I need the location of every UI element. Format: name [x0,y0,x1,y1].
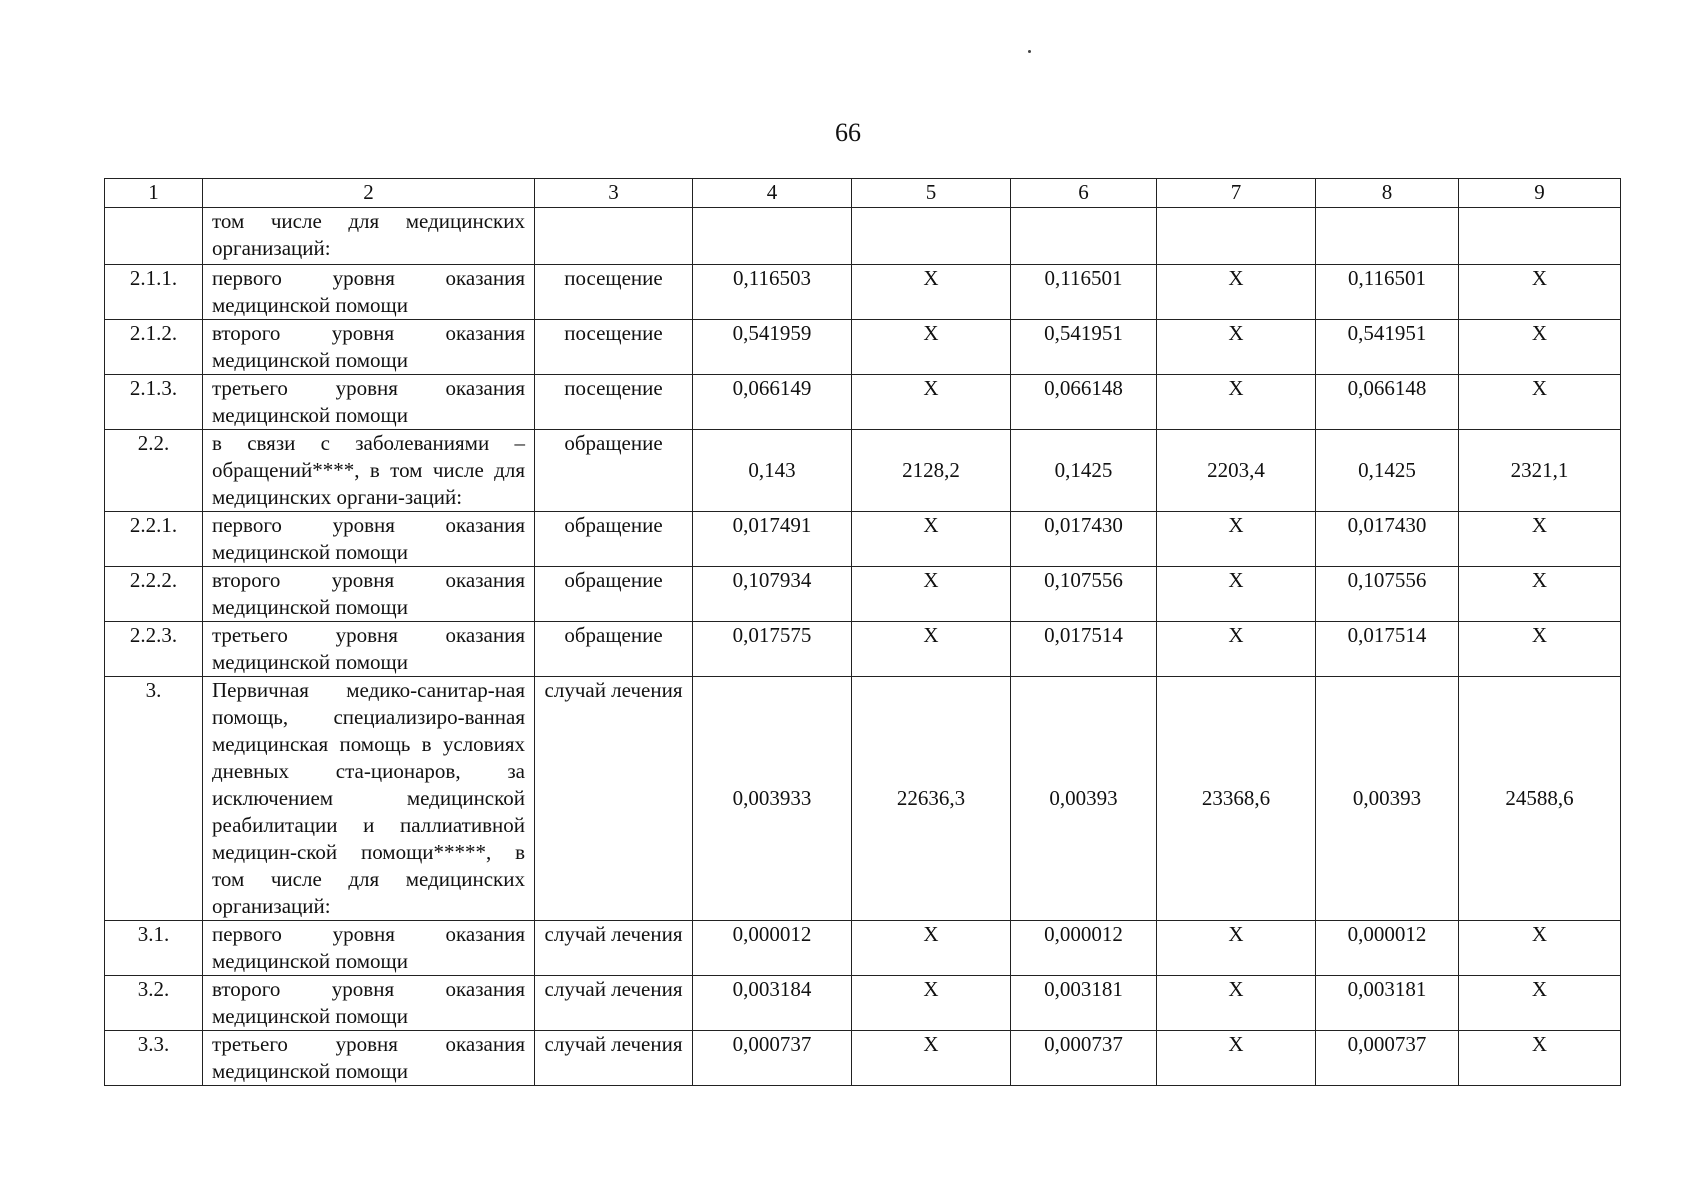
description-cell: Первичная медико-санитар-ная помощь, специализиро-ванная медицинская помощь в условиях дневных ста-ционаров, за исключением медицинской реабилитации и паллиативной медицин-ской помощи*****, в том числе для медицинских организаций: [203,677,535,921]
value-cell-9 [1459,208,1621,265]
description-cell: третьего уровня оказания медицинской помощи [203,375,535,430]
value-cell-9: 24588,6 [1459,677,1621,921]
row-number-cell: 2.1.2. [105,320,203,375]
unit-cell: случай лечения [535,1031,693,1086]
table-row [105,320,1621,375]
header-cell: 3 [535,179,693,208]
value-cell-7: X [1157,976,1316,1031]
value-cell-8: 0,017514 [1316,622,1459,677]
value-cell-7: 23368,6 [1157,677,1316,921]
table-row [105,208,1621,265]
value-cell-8: 0,107556 [1316,567,1459,622]
value-cell-9: X [1459,512,1621,567]
description-cell: первого уровня оказания медицинской помощи [203,512,535,567]
value-cell-5: X [852,320,1011,375]
header-cell: 4 [693,179,852,208]
page-number: 66 [835,118,861,147]
value-cell-8: 0,003181 [1316,976,1459,1031]
row-number-cell: 2.2. [105,430,203,512]
value-cell-5: 22636,3 [852,677,1011,921]
value-cell-8: 0,000737 [1316,1031,1459,1086]
unit-cell: обращение [535,512,693,567]
value-cell-9: 2321,1 [1459,430,1621,512]
value-cell-4: 0,107934 [693,567,852,622]
value-cell-4: 0,017491 [693,512,852,567]
value-cell-7: X [1157,567,1316,622]
value-cell-5: X [852,567,1011,622]
value-cell-5: X [852,622,1011,677]
unit-cell: случай лечения [535,976,693,1031]
header-cell: 7 [1157,179,1316,208]
header-row [105,179,1621,208]
table-row [105,512,1621,567]
header-cell: 5 [852,179,1011,208]
value-cell-7: X [1157,320,1316,375]
row-number-cell [105,208,203,265]
value-cell-5: X [852,1031,1011,1086]
table-row [105,921,1621,976]
value-cell-4: 0,116503 [693,265,852,320]
unit-cell [535,208,693,265]
value-cell-7: X [1157,622,1316,677]
value-cell-9: X [1459,567,1621,622]
value-cell-4: 0,017575 [693,622,852,677]
value-cell-7: X [1157,375,1316,430]
value-cell-9: X [1459,265,1621,320]
value-cell-5: 2128,2 [852,430,1011,512]
value-cell-4: 0,000737 [693,1031,852,1086]
value-cell-6: 0,000737 [1011,1031,1157,1086]
table-row [105,375,1621,430]
row-number-cell: 2.2.2. [105,567,203,622]
value-cell-5: X [852,976,1011,1031]
unit-cell: посещение [535,375,693,430]
value-cell-7: X [1157,921,1316,976]
value-cell-4: 0,143 [693,430,852,512]
value-cell-5: X [852,512,1011,567]
description-cell: третьего уровня оказания медицинской помощи [203,1031,535,1086]
header-cell: 2 [203,179,535,208]
description-cell: второго уровня оказания медицинской помощи [203,567,535,622]
value-cell-9: X [1459,375,1621,430]
value-cell-7: X [1157,512,1316,567]
value-cell-9: X [1459,921,1621,976]
row-number-cell: 3.3. [105,1031,203,1086]
table-row [105,976,1621,1031]
row-number-cell: 2.2.3. [105,622,203,677]
value-cell-4: 0,541959 [693,320,852,375]
value-cell-6: 0,066148 [1011,375,1157,430]
header-cell: 9 [1459,179,1621,208]
unit-cell: обращение [535,430,693,512]
table-body [105,208,1621,1086]
value-cell-6: 0,116501 [1011,265,1157,320]
value-cell-8: 0,00393 [1316,677,1459,921]
table-row [105,1031,1621,1086]
value-cell-5: X [852,375,1011,430]
unit-cell: обращение [535,622,693,677]
value-cell-6: 0,003181 [1011,976,1157,1031]
value-cell-5: X [852,921,1011,976]
value-cell-6: 0,1425 [1011,430,1157,512]
row-number-cell: 3.2. [105,976,203,1031]
header-cell: 8 [1316,179,1459,208]
value-cell-5: X [852,265,1011,320]
table-row [105,430,1621,512]
description-cell: том числе для медицинских организаций: [203,208,535,265]
row-number-cell: 2.1.1. [105,265,203,320]
value-cell-6: 0,017514 [1011,622,1157,677]
value-cell-8 [1316,208,1459,265]
unit-cell: обращение [535,567,693,622]
value-cell-7: X [1157,265,1316,320]
value-cell-4: 0,000012 [693,921,852,976]
table-row [105,265,1621,320]
value-cell-4: 0,003184 [693,976,852,1031]
header-cell: 6 [1011,179,1157,208]
table-row [105,677,1621,921]
description-cell: в связи с заболеваниями – обращений****, в том числе для медицинских органи-заций: [203,430,535,512]
row-number-cell: 2.2.1. [105,512,203,567]
value-cell-7: X [1157,1031,1316,1086]
table-row [105,567,1621,622]
table-row [105,622,1621,677]
value-cell-6: 0,107556 [1011,567,1157,622]
value-cell-8: 0,1425 [1316,430,1459,512]
value-cell-8: 0,541951 [1316,320,1459,375]
value-cell-4 [693,208,852,265]
description-cell: второго уровня оказания медицинской помощи [203,976,535,1031]
description-cell: первого уровня оказания медицинской помощи [203,265,535,320]
value-cell-7: 2203,4 [1157,430,1316,512]
row-number-cell: 3.1. [105,921,203,976]
scan-speck [1028,50,1031,53]
unit-cell: случай лечения [535,921,693,976]
value-cell-6: 0,017430 [1011,512,1157,567]
value-cell-4: 0,003933 [693,677,852,921]
data-table [104,178,1621,1086]
value-cell-9: X [1459,1031,1621,1086]
unit-cell: посещение [535,320,693,375]
value-cell-4: 0,066149 [693,375,852,430]
value-cell-5 [852,208,1011,265]
header-cell: 1 [105,179,203,208]
value-cell-8: 0,017430 [1316,512,1459,567]
row-number-cell: 3. [105,677,203,921]
row-number-cell: 2.1.3. [105,375,203,430]
description-cell: второго уровня оказания медицинской помощи [203,320,535,375]
unit-cell: случай лечения [535,677,693,921]
value-cell-9: X [1459,320,1621,375]
value-cell-6: 0,00393 [1011,677,1157,921]
value-cell-9: X [1459,622,1621,677]
value-cell-8: 0,116501 [1316,265,1459,320]
value-cell-9: X [1459,976,1621,1031]
value-cell-6 [1011,208,1157,265]
value-cell-8: 0,000012 [1316,921,1459,976]
value-cell-6: 0,000012 [1011,921,1157,976]
description-cell: первого уровня оказания медицинской помощи [203,921,535,976]
unit-cell: посещение [535,265,693,320]
value-cell-8: 0,066148 [1316,375,1459,430]
description-cell: третьего уровня оказания медицинской помощи [203,622,535,677]
value-cell-7 [1157,208,1316,265]
value-cell-6: 0,541951 [1011,320,1157,375]
